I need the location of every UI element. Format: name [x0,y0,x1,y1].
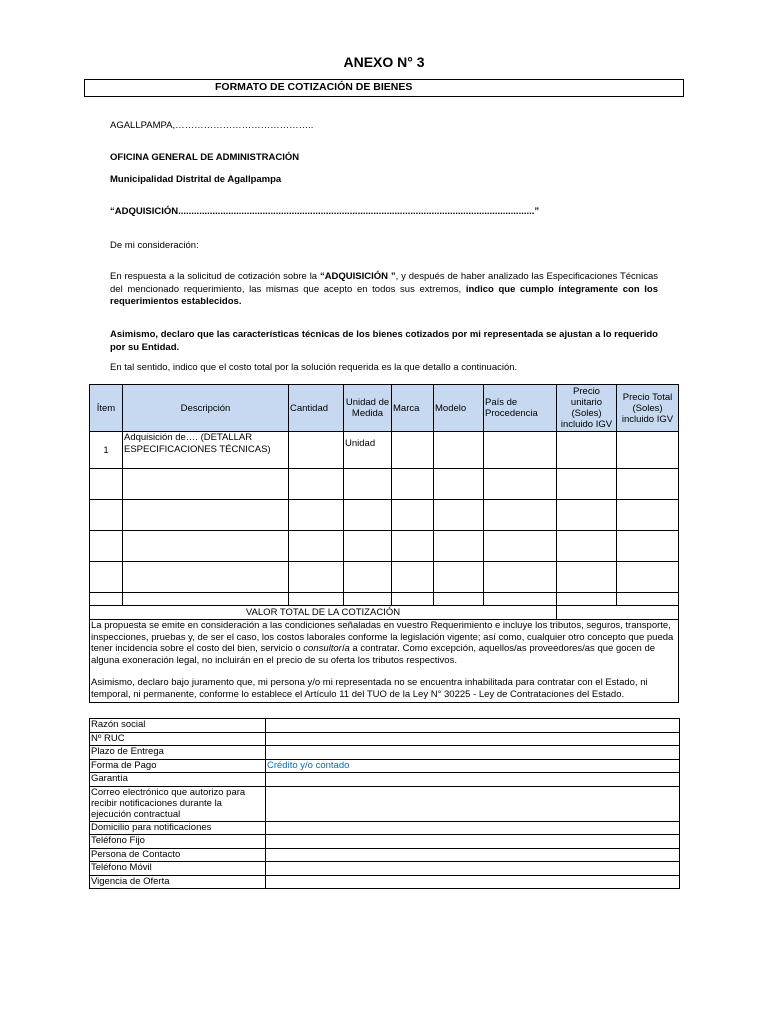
info-value[interactable] [266,786,680,821]
info-row-offer-validity [90,875,680,889]
info-value[interactable] [266,821,680,835]
office-name: OFICINA GENERAL DE ADMINISTRACIÓN [110,152,300,163]
item-cell[interactable]: 1 [90,432,123,469]
cost-paragraph: En tal sentido, indico que el costo total por la solución requerida es la que detallo a continuación. [110,362,518,373]
info-value[interactable] [266,732,680,746]
country-cell[interactable] [484,432,557,469]
table-row [90,469,679,500]
info-row-contact-person [90,848,680,862]
info-label: Garantía [90,773,266,787]
info-row-business-name [90,719,680,733]
info-value[interactable] [266,848,680,862]
info-row-ruc [90,732,680,746]
info-label: Domicilio para notificaciones [90,821,266,835]
header-unit: Unidad de Medida [344,385,392,432]
format-title: FORMATO DE COTIZACIÓN DE BIENES [215,81,413,93]
header-country: País de Procedencia [484,385,557,432]
greeting: De mi consideración: [110,240,199,251]
header-unit-price: Precio unitario (Soles) incluido IGV [557,385,617,432]
brand-cell[interactable] [392,432,434,469]
info-label: Razón social [90,719,266,733]
table-row [90,432,679,469]
acquisition-line: “ADQUISICIÓN.......................................................................................................................................” [110,206,540,217]
quote-header-row [90,385,679,432]
info-value[interactable] [266,862,680,876]
municipality-name: Municipalidad Distrital de Agallpampa [110,174,282,185]
info-label: Persona de Contacto [90,848,266,862]
header-brand: Marca [392,385,434,432]
info-value[interactable] [266,773,680,787]
total-row [90,606,679,620]
info-value[interactable] [266,835,680,849]
quantity-cell[interactable] [289,432,344,469]
info-row-payment-method [90,759,680,773]
response-paragraph: En respuesta a la solicitud de cotización sobre la “ADQUISICIÓN ”, y después de haber analizado las Especificaciones Técnicas del mencionado requerimiento, las mismas que acepto en todos sus extremos, indico que cumplo íntegramente con los requerimientos establecidos. [110,271,658,307]
header-model: Modelo [434,385,484,432]
info-row-delivery-term [90,746,680,760]
info-row-guarantee [90,773,680,787]
document-title: ANEXO N° 3 [343,54,425,70]
conditions-note-1: La propuesta se emite en consideración a las condiciones señaladas en vuestro Requerimiento e incluye los tributos, seguros, transporte, inspecciones, pruebas y, de ser el caso, los costos laborales conforme la legislación vigente; así como, cualquier otro concepto que pueda tener incidencia sobre el costo del bien, servicio o consultoría a contratar. Como excepción, aquellos/as proveedores/as que gocen de alguna exoneración legal, no incluirán en el precio de su oferta los tributos respectivos. [91,620,674,666]
info-row-landline [90,835,680,849]
info-label: Teléfono Móvil [90,862,266,876]
info-value[interactable] [266,875,680,889]
model-cell[interactable] [434,432,484,469]
unit-price-cell[interactable] [557,432,617,469]
info-label: Correo electrónico que autorizo para recibir notificaciones durante la ejecución contractual [90,786,266,821]
supplier-info-table [89,718,680,889]
total-label: VALOR TOTAL DE LA COTIZACIÓN [90,606,557,620]
table-row [90,562,679,593]
payment-method-value[interactable]: Crédito y/o contado [266,759,680,773]
header-item: Ítem [90,385,123,432]
header-total-price: Precio Total (Soles) incluido IGV [617,385,679,432]
info-value[interactable] [266,746,680,760]
info-row-mobile [90,862,680,876]
info-label: Forma de Pago [90,759,266,773]
info-row-address [90,821,680,835]
total-price-cell[interactable] [617,432,679,469]
unit-cell[interactable]: Unidad [344,432,392,469]
table-row [90,593,679,606]
info-row-email [90,786,680,821]
conditions-text [90,620,679,703]
info-label: Teléfono Fijo [90,835,266,849]
place-date-line: AGALLPAMPA,…………………………………….. [110,120,314,131]
info-value[interactable] [266,719,680,733]
total-value-cell[interactable] [557,606,679,620]
declaration-paragraph: Asimismo, declaro que las características técnicas de los bienes cotizados por mi representada se ajustan a lo requerido por su Entidad. [110,329,658,353]
info-label: Nº RUC [90,732,266,746]
table-row [90,531,679,562]
header-description: Descripción [123,385,289,432]
header-quantity: Cantidad [289,385,344,432]
info-label: Vigencia de Oferta [90,875,266,889]
info-label: Plazo de Entrega [90,746,266,760]
conditions-row [90,620,679,703]
conditions-note-2: Asimismo, declaro bajo juramento que, mi persona y/o mi representada no se encuentra inhabilitada para contratar con el Estado, ni temporal, ni permanente, conforme lo establece el Artículo 11 del TUO de la Ley N° 30225 - Ley de Contrataciones del Estado. [91,677,648,700]
quote-table [89,384,679,703]
format-title-box [84,79,684,97]
table-row [90,500,679,531]
description-cell[interactable]: Adquisición de…. (DETALLAR ESPECIFICACIONES TÉCNICAS) [123,432,289,469]
